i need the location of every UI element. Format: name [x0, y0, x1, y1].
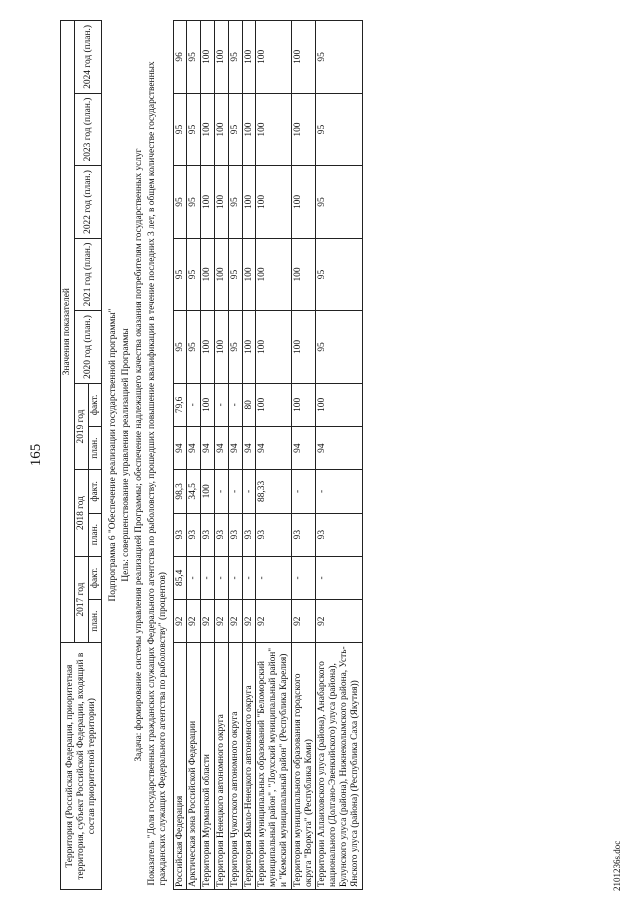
value-cell: 95 [316, 238, 362, 310]
value-cell: 100 [214, 311, 228, 383]
value-cell: 93 [201, 513, 215, 556]
value-cell: 93 [256, 513, 291, 556]
table-row [316, 21, 362, 890]
header-plan: план. [88, 600, 102, 643]
value-cell: 94 [187, 426, 201, 469]
value-cell: 92 [214, 600, 228, 643]
value-cell: - [291, 556, 316, 599]
territory-name: Российская Федерация [173, 643, 187, 890]
header-plan: план. [88, 513, 102, 556]
header-year-2019: 2019 год [74, 383, 88, 470]
value-cell: 94 [256, 426, 291, 469]
value-cell: 100 [201, 311, 215, 383]
value-cell: 100 [201, 470, 215, 513]
value-cell: 100 [214, 21, 228, 94]
value-cell: 100 [291, 383, 316, 426]
table-row [242, 21, 256, 890]
value-cell: 94 [173, 426, 187, 469]
value-cell: 79,6 [173, 383, 187, 426]
footer-code: 2101236s.doc [612, 840, 622, 891]
value-cell: 100 [291, 21, 316, 94]
value-cell: 100 [256, 311, 291, 383]
subprogram-title: Подпрограмма 6 "Обеспечение реализации государственной программы" [108, 308, 119, 602]
value-cell: 100 [242, 311, 256, 383]
value-cell: 85,4 [173, 556, 187, 599]
value-cell: 92 [242, 600, 256, 643]
header-fact: факт. [88, 383, 102, 426]
value-cell: 95 [228, 93, 242, 165]
value-cell: 100 [242, 238, 256, 310]
table-row [228, 21, 242, 890]
value-cell: 88,33 [256, 470, 291, 513]
value-cell: 80 [242, 383, 256, 426]
value-cell: - [242, 470, 256, 513]
value-cell: 95 [228, 238, 242, 310]
value-cell: 34,5 [187, 470, 201, 513]
header-year-2018: 2018 год [74, 470, 88, 557]
value-cell: 95 [187, 311, 201, 383]
value-cell: 92 [187, 600, 201, 643]
value-cell: 100 [256, 93, 291, 165]
value-cell: 100 [242, 166, 256, 238]
header-2021: 2021 год (план.) [74, 238, 102, 310]
value-cell: 93 [291, 513, 316, 556]
value-cell: - [228, 470, 242, 513]
value-cell: 100 [242, 21, 256, 94]
value-cell: 93 [228, 513, 242, 556]
value-cell: - [316, 556, 362, 599]
header-2023: 2023 год (план.) [74, 93, 102, 165]
header-territory: Территория (Российская Федерация, приоритетная территория, субъект Российской Федерации, входящий в состав приоритетной территории) [61, 643, 102, 890]
territory-name: Территория Чукотского автономного округа [228, 643, 242, 890]
territory-name: Территория Ненецкого автономного округа [214, 643, 228, 890]
value-cell: 100 [256, 383, 291, 426]
value-cell: 94 [214, 426, 228, 469]
value-cell: 100 [256, 21, 291, 94]
header-fact: факт. [88, 470, 102, 513]
header-year-2017: 2017 год [74, 556, 88, 643]
value-cell: 100 [316, 383, 362, 426]
value-cell: 92 [228, 600, 242, 643]
value-cell: - [316, 470, 362, 513]
value-cell: 100 [291, 93, 316, 165]
value-cell: - [291, 470, 316, 513]
header-2022: 2022 год (план.) [74, 166, 102, 238]
value-cell: 93 [214, 513, 228, 556]
value-cell: 92 [316, 600, 362, 643]
value-cell: 92 [173, 600, 187, 643]
value-cell: 93 [242, 513, 256, 556]
value-cell: 95 [187, 238, 201, 310]
territory-name: Территория Ямало-Ненецкого автономного округа [242, 643, 256, 890]
value-cell: - [242, 556, 256, 599]
table-row [291, 21, 316, 890]
value-cell: 100 [201, 93, 215, 165]
value-cell: 94 [201, 426, 215, 469]
header-2024: 2024 год (план.) [74, 21, 102, 94]
value-cell: 100 [256, 166, 291, 238]
header-fact: факт. [88, 556, 102, 599]
value-cell: - [256, 556, 291, 599]
territory-name: Территория Мурманской области [201, 643, 215, 890]
value-cell: 95 [228, 311, 242, 383]
value-cell: 93 [316, 513, 362, 556]
page-number: 165 [28, 443, 44, 467]
value-cell: 95 [173, 166, 187, 238]
value-cell: 100 [214, 166, 228, 238]
task-text: Задача: формирование системы управления реализацией Программы; обеспечение надлежащего качества оказания потребителям государственных услуг [134, 148, 145, 762]
value-cell: 95 [173, 311, 187, 383]
value-cell: 93 [173, 513, 187, 556]
value-cell: 100 [291, 311, 316, 383]
value-cell: 98,3 [173, 470, 187, 513]
value-cell: 94 [228, 426, 242, 469]
value-cell: 95 [316, 93, 362, 165]
table-row [187, 21, 201, 890]
value-cell: 95 [173, 238, 187, 310]
value-cell: 95 [187, 93, 201, 165]
value-cell: 92 [256, 600, 291, 643]
territory-name: Арктическая зона Российской Федерации [187, 643, 201, 890]
value-cell: 95 [316, 311, 362, 383]
value-cell: 93 [187, 513, 201, 556]
territory-name: Территории муниципальных образований "Беломорский муниципальный район", "Лоухский муниципальный район" и "Кемский муниципальный район" (Республика Карелия) [256, 643, 291, 890]
value-cell: - [214, 383, 228, 426]
value-cell: - [228, 383, 242, 426]
header-2020: 2020 год (план.) [74, 311, 102, 383]
indicators-table [60, 20, 363, 890]
value-cell: 100 [256, 238, 291, 310]
indicator-text: Показатель "Доля государственных гражданских служащих Федерального агентства по рыболовству, прошедших повышение квалификации в течение последних 3 лет, в общем количестве государственных гражданских служащих Федерального агентства по рыболовству" (процентов) [146, 61, 168, 886]
value-cell: 100 [242, 93, 256, 165]
value-cell: 95 [173, 93, 187, 165]
territory-name: Территории Аллаиховского улуса (района), Анабарского национального (Долгано-Эвенкийского) улуса (района), Булунского улуса (района), Нижнеколымского района, Усть-Янского улуса (района) (Республика Саха (Якутия)) [316, 643, 362, 890]
value-cell: 100 [291, 238, 316, 310]
value-cell: 95 [316, 21, 362, 94]
table-row [201, 21, 215, 890]
goal-text: Цель: совершенствование управления реализацией Программы [121, 328, 132, 582]
value-cell: 100 [201, 383, 215, 426]
territory-name: Территория муниципального образования городского округа "Воркута" (Республика Коми) [291, 643, 316, 890]
value-cell: 95 [187, 21, 201, 94]
value-cell: 100 [214, 238, 228, 310]
value-cell: 94 [291, 426, 316, 469]
value-cell: 92 [291, 600, 316, 643]
value-cell: 95 [187, 166, 201, 238]
table-row [173, 21, 187, 890]
header-plan: план. [88, 426, 102, 469]
header-indicators: Значения показателей [61, 21, 75, 643]
value-cell: 100 [201, 21, 215, 94]
value-cell: - [214, 556, 228, 599]
value-cell: 100 [214, 93, 228, 165]
table-row [256, 21, 291, 890]
value-cell: - [214, 470, 228, 513]
table-row [214, 21, 228, 890]
value-cell: 96 [173, 21, 187, 94]
value-cell: - [201, 556, 215, 599]
value-cell: 94 [242, 426, 256, 469]
value-cell: 95 [316, 166, 362, 238]
value-cell: - [187, 383, 201, 426]
value-cell: 100 [201, 166, 215, 238]
value-cell: 100 [291, 166, 316, 238]
value-cell: 94 [316, 426, 362, 469]
value-cell: 100 [201, 238, 215, 310]
value-cell: 92 [201, 600, 215, 643]
value-cell: - [228, 556, 242, 599]
value-cell: 95 [228, 21, 242, 94]
value-cell: 95 [228, 166, 242, 238]
value-cell: - [187, 556, 201, 599]
